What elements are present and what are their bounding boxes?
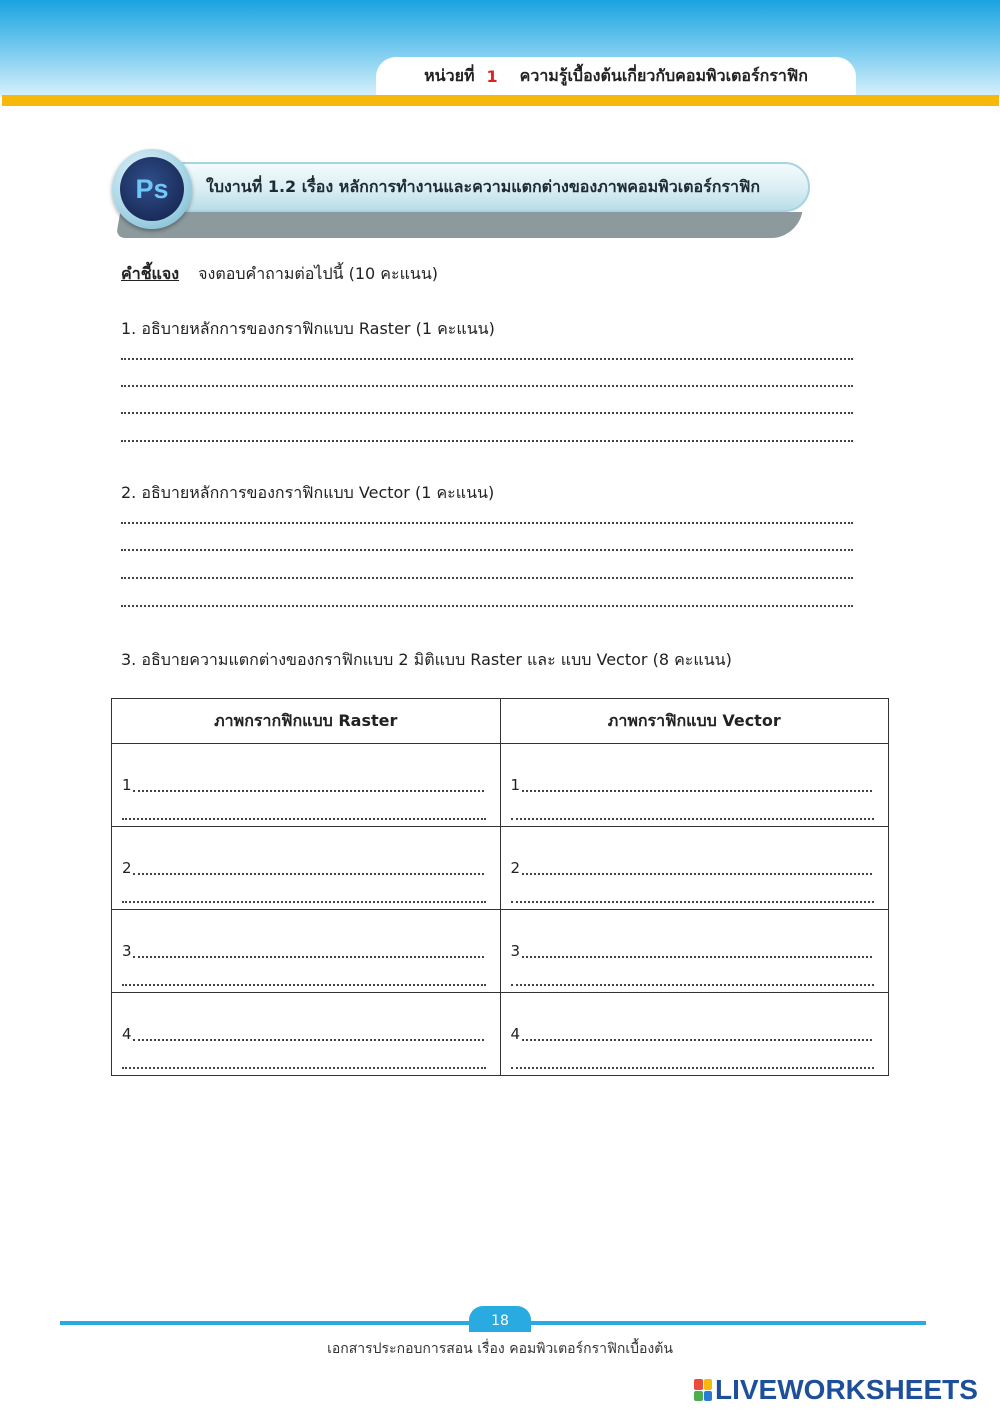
answer-line[interactable]: [122, 901, 486, 903]
photoshop-icon: [120, 157, 184, 221]
raster-answer-cell[interactable]: [112, 744, 501, 827]
question-2: 2. อธิบายหลักการของกราฟิกแบบ Vector (1 คะแนน): [121, 483, 495, 502]
liveworksheets-wordmark: LIVEWORKSHEETS: [715, 1374, 978, 1405]
row-number: 1: [510, 776, 521, 794]
answer-line[interactable]: [511, 901, 875, 903]
answer-line[interactable]: [133, 873, 484, 875]
instructions: [121, 262, 438, 287]
footer-caption: เอกสารประกอบการสอน เรื่อง คอมพิวเตอร์กราฟิกเบื้องต้น: [327, 1341, 673, 1357]
answer-line[interactable]: [121, 547, 853, 551]
logo-square: [694, 1379, 703, 1390]
instructions-label: คำชี้แจง: [121, 264, 180, 283]
answer-line[interactable]: [121, 520, 853, 524]
vector-column-header: ภาพกราฟิกแบบ Vector: [500, 699, 889, 744]
row-number: 1: [122, 776, 132, 794]
photoshop-icon-text: Ps: [135, 173, 169, 204]
logo-square: [704, 1379, 713, 1390]
worksheet-banner: [160, 162, 810, 212]
unit-header: [376, 57, 856, 95]
vector-answer-cell[interactable]: [500, 827, 889, 910]
answer-line[interactable]: [522, 790, 873, 792]
answer-line[interactable]: [122, 1067, 486, 1069]
answer-line[interactable]: [133, 790, 484, 792]
row-number: 4: [122, 1025, 132, 1043]
answer-line[interactable]: [121, 410, 853, 414]
answer-line[interactable]: [122, 818, 486, 820]
row-number: 4: [510, 1025, 521, 1043]
answer-line[interactable]: [121, 575, 853, 579]
question-3: 3. อธิบายความแตกต่างของกราฟิกแบบ 2 มิติแบบ Raster และ แบบ Vector (8 คะแนน): [121, 650, 732, 669]
answer-line[interactable]: [522, 956, 873, 958]
answer-line[interactable]: [511, 984, 875, 986]
question-1: 1. อธิบายหลักการของกราฟิกแบบ Raster (1 คะแนน): [121, 319, 495, 338]
raster-answer-cell[interactable]: [112, 827, 501, 910]
unit-number: 1: [486, 66, 498, 86]
instructions-text: จงตอบคำถามต่อไปนี้ (10 คะแนน): [198, 264, 439, 283]
logo-square: [694, 1391, 703, 1402]
worksheet-title: ใบงานที่ 1.2 เรื่อง หลักการทำงานและความแตกต่างของภาพคอมพิวเตอร์กราฟิก: [206, 176, 761, 196]
raster-answer-cell[interactable]: [112, 993, 501, 1076]
unit-label: หน่วยที่: [424, 65, 475, 85]
row-number: 2: [122, 859, 132, 877]
answer-line[interactable]: [511, 818, 875, 820]
header-accent-stripe: [2, 95, 999, 106]
page-number: 18: [469, 1306, 531, 1332]
vector-answer-cell[interactable]: [500, 910, 889, 993]
answer-line[interactable]: [121, 383, 853, 387]
row-number: 2: [510, 859, 521, 877]
comparison-table: [111, 698, 889, 1076]
table-row: [112, 910, 889, 993]
row-number: 3: [510, 942, 521, 960]
answer-line[interactable]: [133, 956, 484, 958]
answer-line[interactable]: [122, 984, 486, 986]
raster-answer-cell[interactable]: [112, 910, 501, 993]
liveworksheets-icon: [694, 1379, 712, 1401]
answer-line[interactable]: [133, 1039, 484, 1041]
table-row: [112, 993, 889, 1076]
logo-square: [704, 1391, 713, 1402]
table-row: [112, 744, 889, 827]
table-row: [112, 827, 889, 910]
row-number: 3: [122, 942, 132, 960]
answer-line[interactable]: [121, 603, 853, 607]
unit-title: ความรู้เบื้องต้นเกี่ยวกับคอมพิวเตอร์กราฟิก: [519, 65, 808, 85]
table-header-row: [112, 699, 889, 744]
answer-line[interactable]: [121, 356, 853, 360]
raster-column-header: ภาพกรากฟิกแบบ Raster: [112, 699, 501, 744]
banner-shadow: [116, 212, 803, 238]
answer-line[interactable]: [522, 1039, 873, 1041]
vector-answer-cell[interactable]: [500, 993, 889, 1076]
vector-answer-cell[interactable]: [500, 744, 889, 827]
answer-line[interactable]: [121, 438, 853, 442]
liveworksheets-logo: [694, 1374, 978, 1406]
answer-line[interactable]: [511, 1067, 875, 1069]
answer-line[interactable]: [522, 873, 873, 875]
